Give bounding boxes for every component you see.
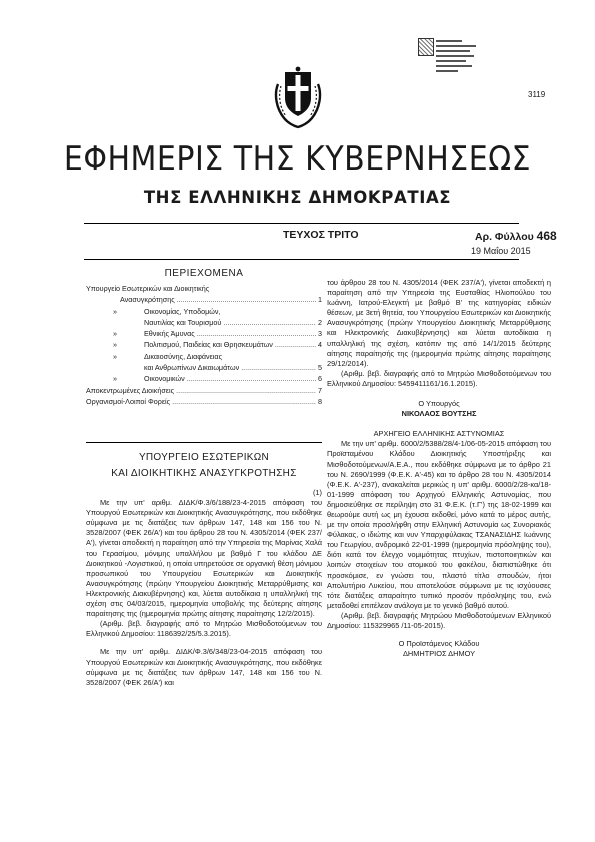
gazette-title: ΕΦΗΜΕΡΙΣ ΤΗΣ ΚΥΒΕΡΝΗΣΕΩΣ [63, 139, 532, 180]
sheet-number-value: 468 [536, 229, 557, 243]
sheet-number [475, 229, 557, 243]
toc-entry[interactable]: Οργανισμοί-Λοιποί Φορείς ..... 8 [86, 396, 322, 407]
decision-paragraph: Με την υπ' αριθμ. ΔΙΔΚ/Φ.3/6/348/23-04-2015 απόφαση του Υπουργού Εσωτερικών και Διοικητικής Ανασυγκρότησης, που εκδόθηκε σύμφωνα με τις διατάξεις των άρθρων 147, 148 και 156 του Ν. 3528/2007 (ΦΕΚ 26/Α') και [86, 647, 322, 687]
decision-number: (1) [312, 488, 322, 497]
decision-reference: (Αριθμ. βεβ. διαγραφής από το Μητρώο Μισθοδοτούμενων του Ελληνικού Δημοσίου: 1186392/25/5.3.2015). [86, 619, 322, 639]
digital-signature-seal [418, 30, 480, 78]
toc-entry[interactable]: Αποκεντρωμένες Διοικήσεις ..... 7 [86, 385, 322, 396]
signature-name: ΝΙΚΟΛΑΟΣ ΒΟΥΤΣΗΣ [401, 409, 477, 419]
ministry-heading [86, 450, 322, 482]
toc-entry[interactable]: Υπουργείο Εσωτερικών και Διοικητικής [86, 284, 210, 293]
toc-entry[interactable]: Ανασυγκρότησης ..... 1 [86, 294, 322, 305]
toc-entry[interactable]: » Οικονομίας, Υποδομών, [113, 306, 221, 316]
toc-entry[interactable]: » Οικονομικών ..... 6 [86, 373, 322, 384]
issue-date: 19 Μαΐου 2015 [471, 246, 531, 256]
signature-role: Ο Προϊστάμενος Κλάδου [398, 639, 480, 649]
issue-label: ΤΕΥΧΟΣ ΤΡΙΤΟ [283, 229, 359, 241]
signature-name: ΔΗΜΗΤΡΙΟΣ ΔΗΜΟΥ [402, 649, 476, 659]
gazette-subtitle: ΤΗΣ ΕΛΛΗΝΙΚΗΣ ΔΗΜΟΚΡΑΤΙΑΣ [143, 188, 452, 207]
table-of-contents [86, 283, 322, 407]
ministry-heading-line2: ΚΑΙ ΔΙΟΙΚΗΤΙΚΗΣ ΑΝΑΣΥΓΚΡΟΤΗΣΗΣ [111, 468, 297, 479]
toc-entry[interactable]: Ναυτιλίας και Τουρισμού ..... 2 [86, 317, 322, 328]
header-divider [84, 223, 519, 224]
right-column [327, 278, 551, 659]
decision-paragraph: Με την υπ' αριθμ. ΔΙΔΚ/Φ.3/6/188/23-4-2015 απόφαση του Υπουργού Εσωτερικών και Διοικητικής Ανασυγκρότησης, που εκδόθηκε σύμφωνα με τις διατάξεις των άρθρων 147, 148 και 156 του Ν. 3528/2007 (ΦΕΚ 26/Α') και του άρθρου 28 του Ν. 4305/2014 (ΦΕΚ 237/Α'), γίνεται αποδεκτή η παραίτηση από την Υπηρεσία της Μαρίνας Χαλά του Γερασίμου, μόνιμης υπαλλήλου με βαθμό Γ του κλάδου ΔΕ Διοικητικού -Λογιστικού, η οποία υπηρετούσε σε οργανική θέση μόνιμου προσωπικού του Υπουργείου Εσωτερικών και Διοικητικής Ανασυγκρότησης (πρώην Υπουργείου Διοικητικής Μεταρρύθμισης και Ηλεκτρονικής Διακυβέρνησης) και, λύεται αυτοδίκαια η υπαλληλική της σχέση στις 04/03/2015, ημερομηνία υποβολής της δεύτερης αίτησης παραίτησης της (ημερομηνία πρώτης αίτησης παραίτησης 12/2/2015). [86, 498, 322, 619]
sheet-label: Αρ. Φύλλου [475, 231, 534, 243]
toc-entry[interactable]: » Δικαιοσύνης, Διαφάνειας [113, 351, 223, 361]
page-number: 3119 [528, 90, 546, 99]
toc-heading: ΠΕΡΙΕΧΟΜΕΝΑ [164, 268, 244, 279]
signature-role: Ο Υπουργός [418, 399, 460, 409]
decision-paragraph: Με την υπ' αριθμ. 6000/2/5388/28/4-1/06-05-2015 απόφαση του Προϊσταμένου Κλάδου Διοικητικής Υποστήριξης και Μισθοδοτούμενων/Α.Ε.Α., που εκδόθηκε σύμφωνα με το άρθρο 21 του Ν. 2690/1999 (Φ.Ε.Κ. Α'-45) και το άρθρο 28 του Ν. 4305/2014 (Φ.Ε.Κ. Α'-237), ανακαλείται μερικώς η υπ' αριθμ. 6000/2/28-κα/18-01-1999 απόφαση του Αρχηγού Ελληνικής Αστυνομίας, που δημοσιεύθηκε σε περίληψη στο 31 Φ.Ε.Κ. (τ.Γ') της 18-02-1999 και θεωρούμε αυτή ως μη έχουσα εκδοθεί, μόνο κατά το μέρος αυτής, με την οποία προσλήφθη στην Ελληνική Αστυνομία ως Συνοριακός Φύλακας, ο ιδιώτης και νυν Υπαρχιφύλακας ΤΣΑΝΑΣΙΔΗΣ Ιωάννης του Γεωργίου, ανδρομικό 22-01-1999 (ημερομηνία πρόσληψης του), διότι κατά τον έλεγχο νομιμότητας πτυχίων, πιστοποιητικών και λοιπών στοιχείων του ατομικού του φακέλου, διαπιστώθηκε ότι προσκόμισε, εν γνώσει του, πλαστό τίτλο σπουδών, ήτοι Απολυτήριο Λυκείου, που αποτελούσε σύμφωνα με τις ισχύουσες τότε διατάξεις απαραίτητο τυπικό προσόν πρόσληψης του, ενώ μεταδοθεί επιτέλεον ανάλογα με το γενικό βαθμό αυτού. [327, 439, 551, 610]
decision-reference: (Αριθμ. βεβ. διαγραφής από το Μητρώο Μισθοδοτούμενων του Ελληνικού Δημοσίου: 5459411161/16.1.2015). [327, 368, 551, 388]
header-divider-bottom [84, 259, 519, 260]
decision-reference: (Αριθμ. βεβ. διαγραφής Μητρώου Μισθοδοτούμενων Ελληνικού Δημοσίου: 115329965 /11-05-2015). [327, 610, 551, 630]
section-divider [86, 442, 322, 443]
toc-entry[interactable]: » Εθνικής Άμυνας ..... 3 [86, 328, 322, 339]
signature-qr-icon [418, 38, 434, 56]
left-column [86, 488, 322, 688]
toc-entry[interactable]: » Πολιτισμού, Παιδείας και Θρησκευμάτων ..... 4 [86, 339, 322, 350]
greek-coat-of-arms-icon [272, 64, 324, 130]
section-heading: ΑΡΧΗΓΕΙΟ ΕΛΛΗΝΙΚΗΣ ΑΣΤΥΝΟΜΙΑΣ [373, 429, 505, 439]
ministry-heading-line1: ΥΠΟΥΡΓΕΙΟ ΕΣΩΤΕΡΙΚΩΝ [138, 452, 270, 463]
toc-entry[interactable]: και Ανθρωπίνων Δικαιωμάτων ..... 5 [86, 362, 322, 373]
decision-paragraph: του άρθρου 28 του Ν. 4305/2014 (ΦΕΚ 237/Α'), γίνεται αποδεκτή η παραίτηση από την Υπηρεσία της Ευσταθίας Ηλιοπούλου του Ιωάννη, Ιατρού-Ελεγκτή με βαθμό Β' της κατηγορίας ειδικών θέσεων, με 3ετή θητεία, του Υπουργείου Εσωτερικών και Διοικητικής Ανασυγκρότησης (πρώην Υπουργείου Διοικητικής Μεταρρύθμισης και Ηλεκτρονικής Διακυβέρνησης) και λύεται αυτοδίκαια η υπαλληλική της σχέση, κατόπιν της από 14/1/2015 δεύτερης αίτησης παραίτησής της (ημερομηνία πρώτης αίτησης παραίτησης 29/12/2014). [327, 278, 551, 368]
